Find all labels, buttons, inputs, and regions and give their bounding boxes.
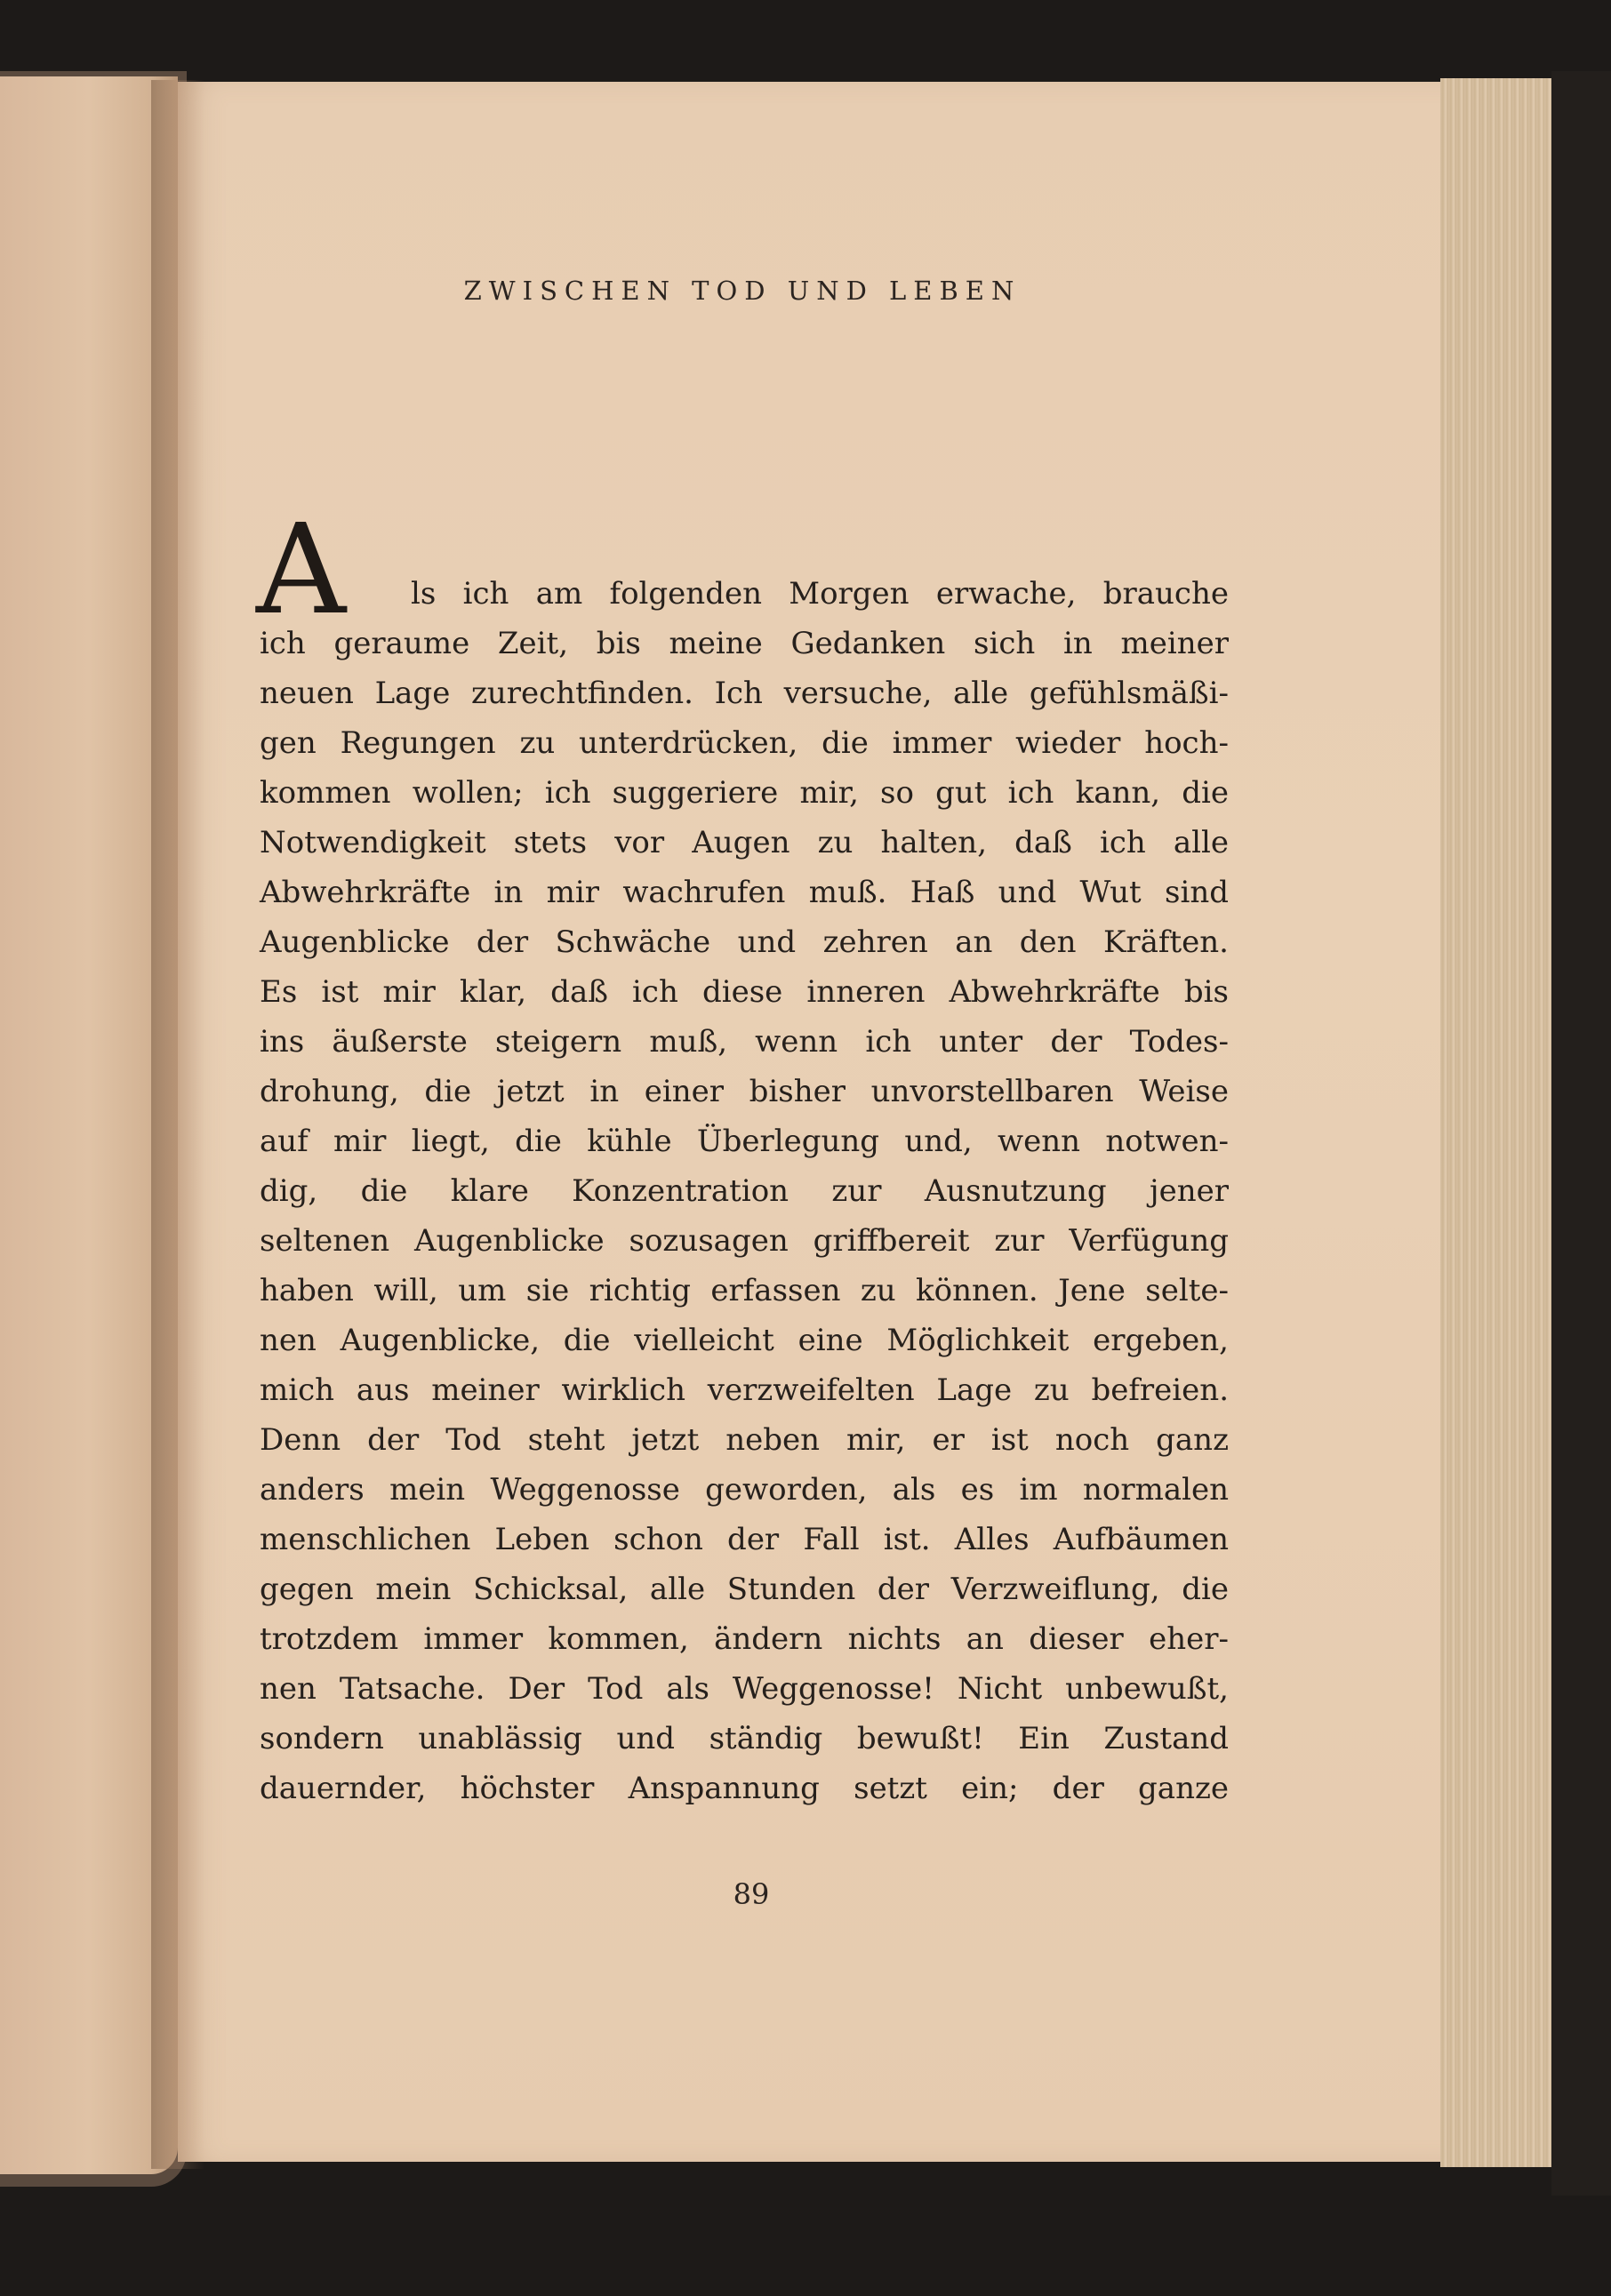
text-line: haben will, um sie richtig erfassen zu können. Jene selte- — [260, 1273, 1229, 1308]
text-line: seltenen Augenblicke sozusagen griffbereit zur Verfügung — [260, 1223, 1229, 1259]
text-line: drohung, die jetzt in einer bisher unvorstellbaren Weise — [260, 1074, 1229, 1109]
text-line: Denn der Tod steht jetzt neben mir, er ist noch ganz — [260, 1422, 1229, 1458]
text-line: dig, die klare Konzentration zur Ausnutzung jener — [260, 1173, 1229, 1209]
text-line: gen Regungen zu unterdrücken, die immer wieder hoch- — [260, 725, 1229, 761]
text-line: Augenblicke der Schwäche und zehren an den Kräften. — [260, 924, 1229, 960]
gutter-shadow — [151, 80, 204, 2169]
text-line: auf mir liegt, die kühle Überlegung und, wenn notwen- — [260, 1124, 1229, 1159]
page-fore-edge — [1440, 78, 1561, 2167]
text-line: Es ist mir klar, daß ich diese inneren Abwehrkräfte bis — [260, 974, 1229, 1010]
text-line: anders mein Weggenosse geworden, als es im normalen — [260, 1472, 1229, 1508]
text-line: sondern unablässig und ständig bewußt! Ein Zustand — [260, 1721, 1229, 1756]
text-line: menschlichen Leben schon der Fall ist. Alles Aufbäumen — [260, 1522, 1229, 1557]
text-line: kommen wollen; ich suggeriere mir, so gut ich kann, die — [260, 775, 1229, 811]
page-number: 89 — [733, 1877, 770, 1911]
text-line: Abwehrkräfte in mir wachrufen muß. Haß und Wut sind — [260, 875, 1229, 910]
text-line: Notwendigkeit stets vor Augen zu halten, daß ich alle — [260, 825, 1229, 860]
text-line: trotzdem immer kommen, ändern nichts an dieser eher- — [260, 1621, 1229, 1657]
text-line: mich aus meiner wirklich verzweifelten Lage zu befreien. — [260, 1372, 1229, 1408]
body-text — [256, 498, 1229, 1813]
text-line: gegen mein Schicksal, alle Stunden der Verzweiflung, die — [260, 1572, 1229, 1607]
text-line: nen Augenblicke, die vielleicht eine Möglichkeit ergeben, — [260, 1323, 1229, 1358]
text-line: neuen Lage zurechtfinden. Ich versuche, alle gefühlsmäßi- — [260, 676, 1229, 711]
text-line: ins äußerste steigern muß, wenn ich unter der Todes- — [260, 1024, 1229, 1060]
text-line: ich geraume Zeit, bis meine Gedanken sich in meiner — [260, 626, 1229, 661]
background-edge — [1551, 71, 1611, 2196]
text-line: ls ich am folgenden Morgen erwache, brauche — [411, 576, 1229, 612]
running-head: ZWISCHEN TOD UND LEBEN — [463, 276, 1022, 306]
text-line: dauernder, höchster Anspannung setzt ein; der ganze — [260, 1771, 1229, 1806]
drop-cap: A — [256, 498, 347, 643]
text-line: nen Tatsache. Der Tod als Weggenosse! Nicht unbewußt, — [260, 1671, 1229, 1707]
